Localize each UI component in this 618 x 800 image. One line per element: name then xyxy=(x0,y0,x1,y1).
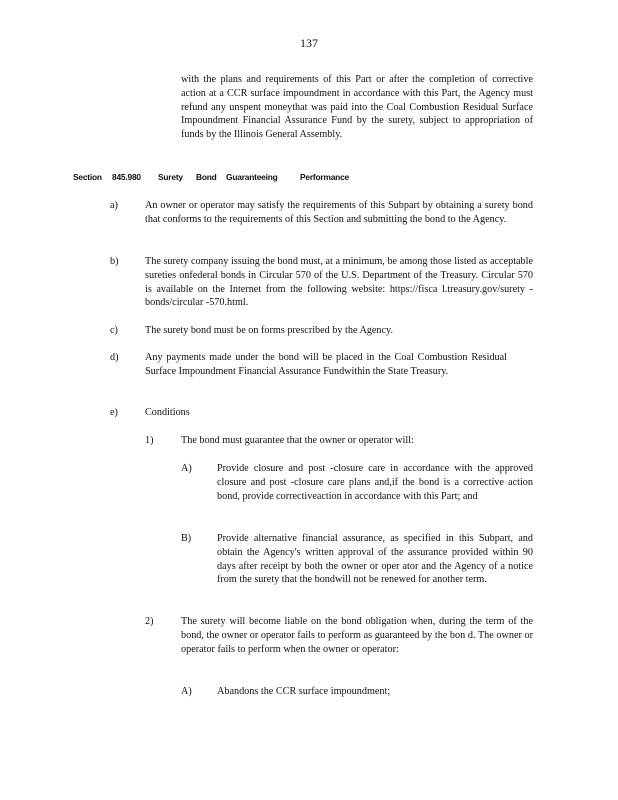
subitem-label: A) xyxy=(181,686,192,697)
item-label: b) xyxy=(110,256,119,267)
section-title-word: Performance xyxy=(300,172,350,182)
subitem-text: Provide closure and post -closure care in accordance with the approved closure and post -closure care plans and,if the bond is a corrective action bond, provide correctiveaction in accordance with this Part; and xyxy=(217,463,533,502)
section-title-word: Bond xyxy=(196,172,217,182)
section-title-word: Guaranteeing xyxy=(226,172,278,182)
subitem-text: The bond must guarantee that the owner or operator will: xyxy=(181,435,414,446)
intro-paragraph: with the plans and requirements of this Part or after the completion of corrective action at a CCR surface impoundment in accordance with this Part, the Agency must refund any unspent moneythat was paid into the Coal Combustion Residual Surface Impoundment Financial Assurance Fund by the surety, subject to appropriation of funds by the Illinois General Assembly. xyxy=(181,74,533,141)
item-text: The surety company issuing the bond must, at a minimum, be among those listed as acceptable sureties onfederal bonds in Circular 570 of the U.S. Department of the Treasury. Circular 570 is available on the Internet from the following website: https://fisca l.treasury.gov/surety -bonds/circular -570.html. xyxy=(145,256,533,309)
item-label: c) xyxy=(110,325,118,336)
page-number: 137 xyxy=(300,36,318,50)
item-label: d) xyxy=(110,352,119,363)
subitem-label: 1) xyxy=(145,435,154,446)
subitem-text: Abandons the CCR surface impoundment; xyxy=(217,686,391,697)
item-text: The surety bond must be on forms prescribed by the Agency. xyxy=(145,325,394,336)
subitem-label: 2) xyxy=(145,616,154,627)
section-title-word: Surety xyxy=(158,172,183,182)
subitem-label: B) xyxy=(181,533,192,544)
item-label: e) xyxy=(110,407,118,418)
item-text: Conditions xyxy=(145,407,190,418)
section-number: 845.980 xyxy=(112,172,141,182)
item-label: a) xyxy=(110,200,118,211)
subitem-label: A) xyxy=(181,463,192,474)
subitem-text: Provide alternative financial assurance, as specified in this Subpart, and obtain the Agency's written approval of the assurance provided within 90 days after receipt by both the owner or oper ator and the Agency of a notice from the surety that the bondwill not be renewed for another term. xyxy=(217,533,533,586)
subitem-text: The surety will become liable on the bond obligation when, during the term of the bond, the owner or operator fails to perform as guaranteed by the bon d. The owner or operator fails to perform when the owner or operator: xyxy=(181,616,533,655)
item-text: An owner or operator may satisfy the requirements of this Subpart by obtaining a surety bond that conforms to the requirements of this Section and submitting the bond to the Agency. xyxy=(145,200,533,225)
item-text: Any payments made under the bond will be placed in the Coal Combustion Residual Surface Impoundment Financial Assurance Fundwithin the State Treasury. xyxy=(145,352,507,377)
section-label: Section xyxy=(73,172,102,182)
